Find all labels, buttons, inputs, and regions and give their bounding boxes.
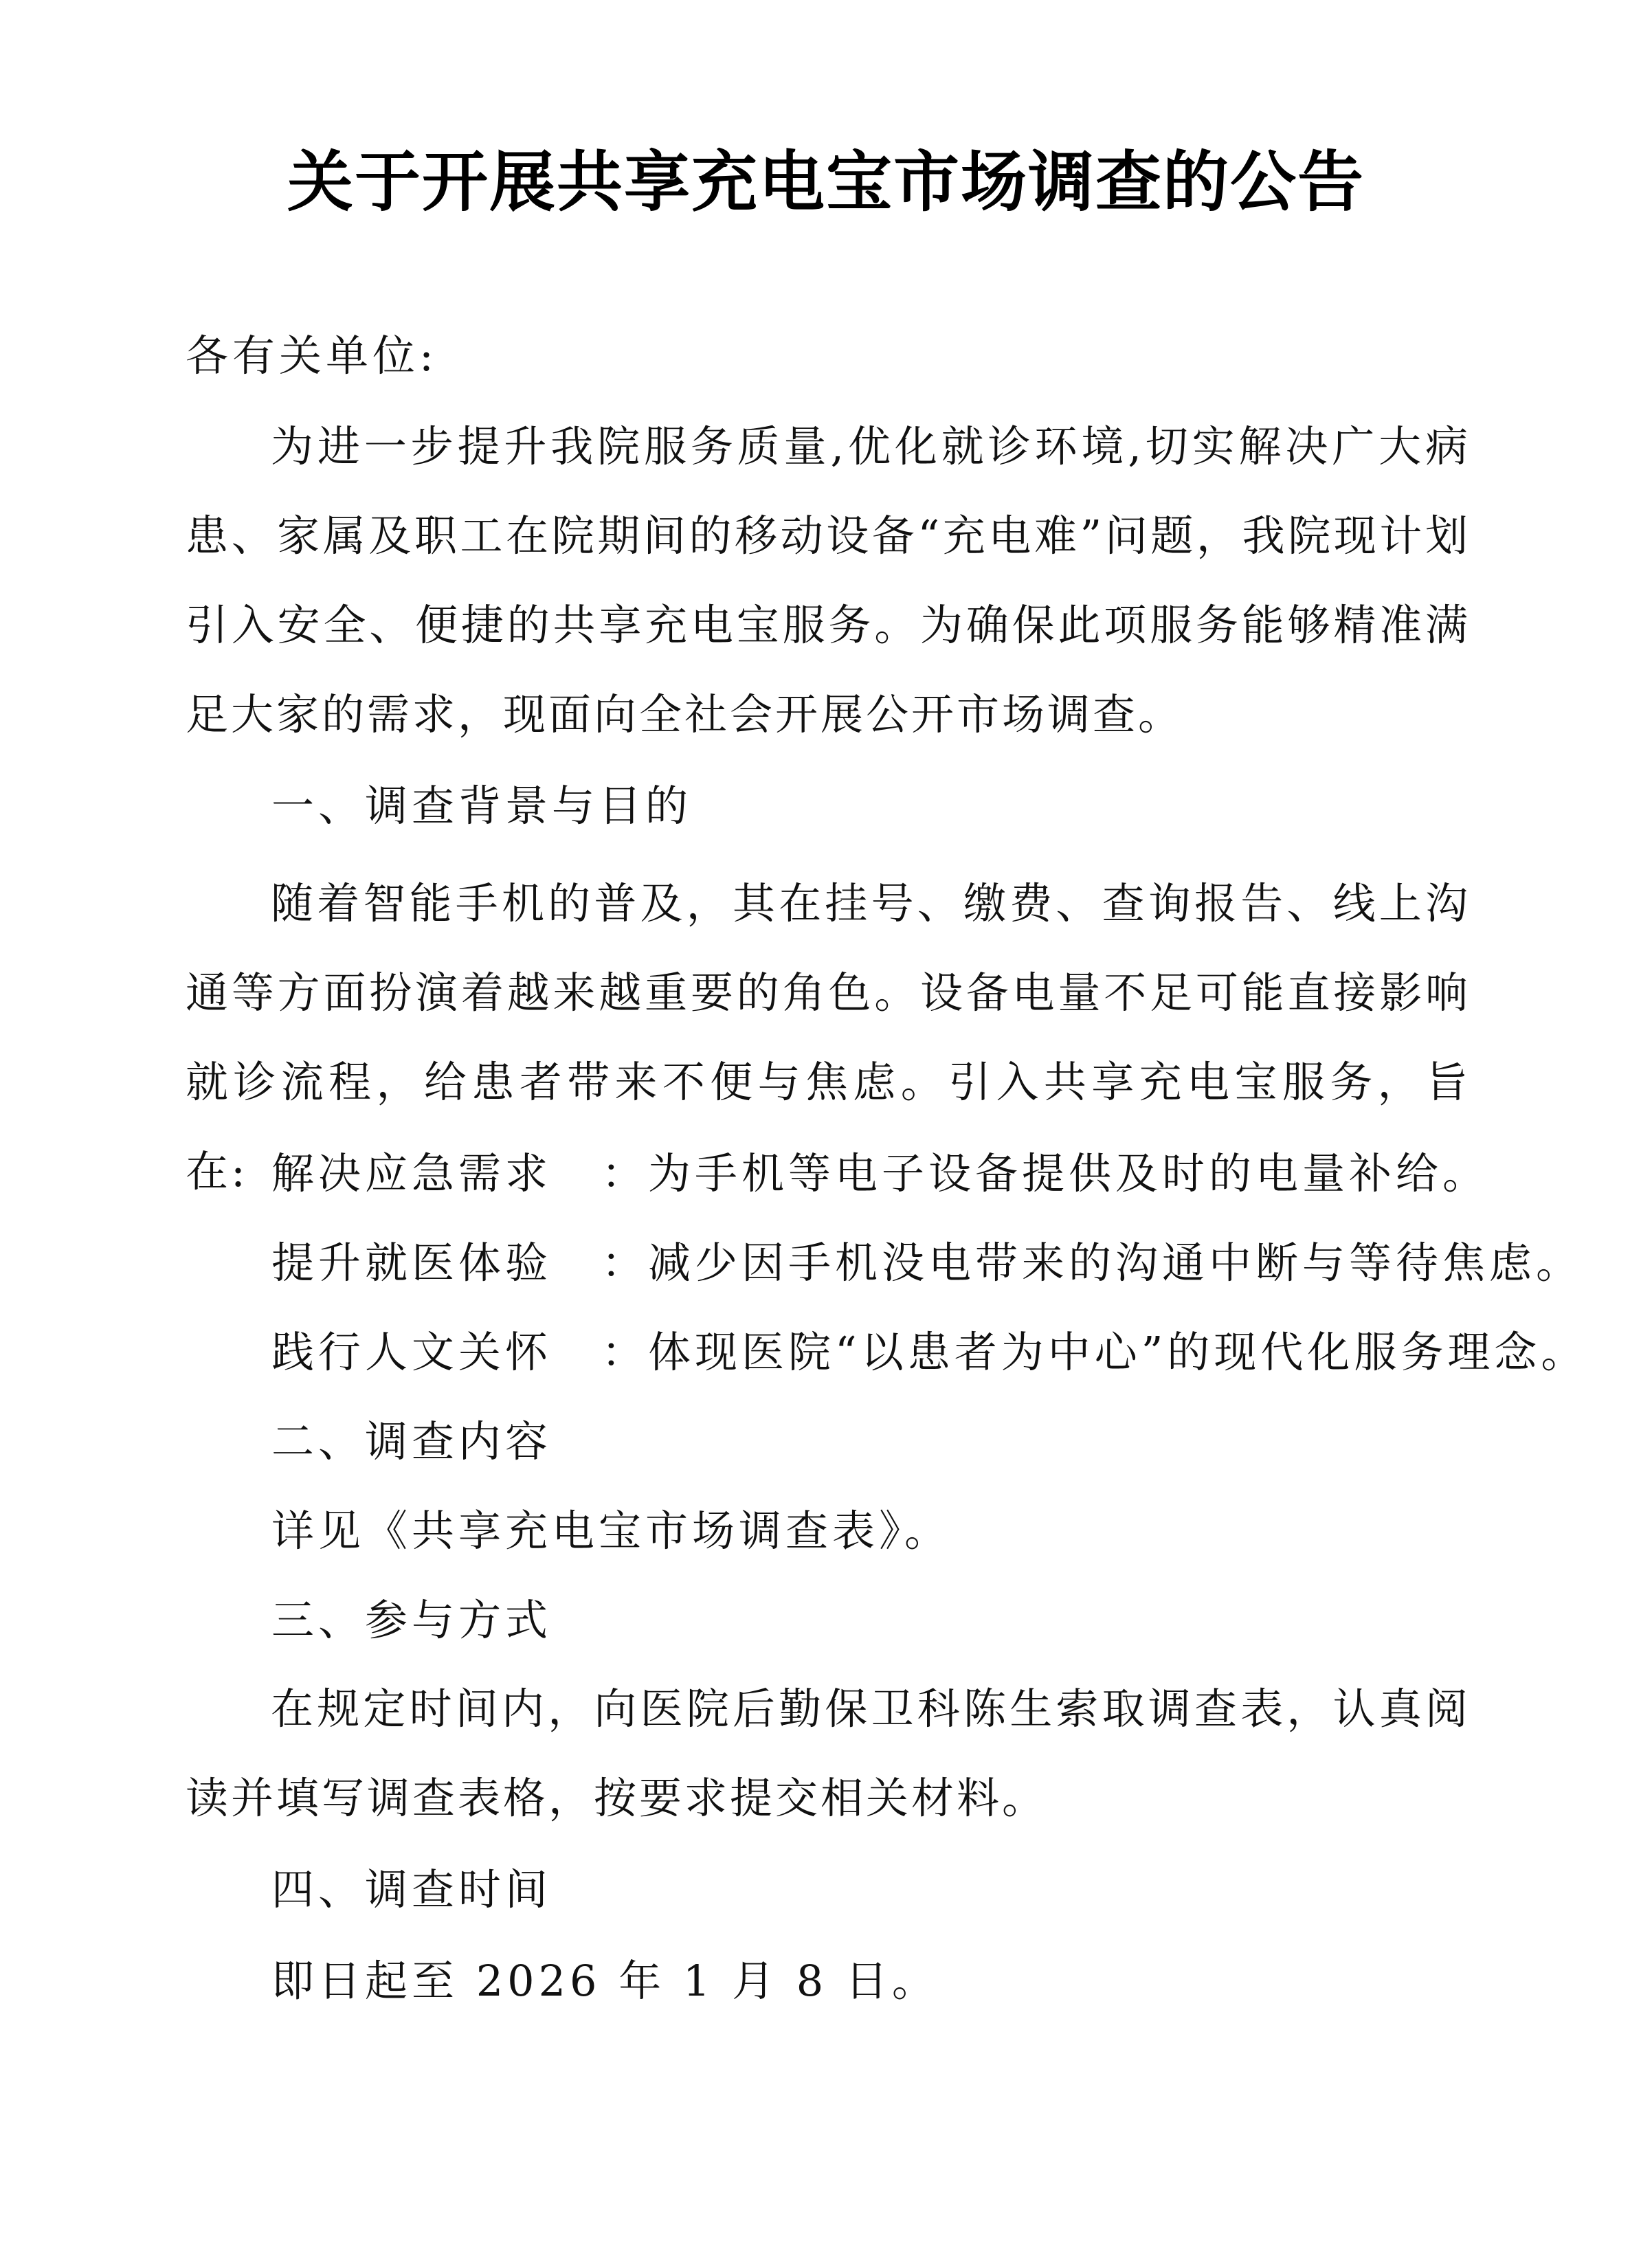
list-item-text: ：体现医院“以患者为中心”的现代化服务理念。: [601, 1327, 1588, 1377]
section-heading-background: 一、调查背景与目的: [271, 781, 693, 831]
list-item-label: 解决应急需求: [271, 1148, 552, 1198]
background-paragraph: 随着智能手机的普及，其在挂号、缴费、查询报告、线上沟通等方面扮演着越来越重要的角色。设备电量不足可能直接影响就诊流程，给患者带来不便与焦虑。引入共享充电宝服务，旨在:: [186, 878, 1471, 1196]
document-title: 关于开展共享充电宝市场调查的公告: [287, 144, 1365, 221]
content-paragraph: 详见《共享充电宝市场调查表》。: [271, 1506, 952, 1556]
list-item-label: 践行人文关怀: [271, 1327, 552, 1377]
list-item-text: ：减少因手机没电带来的沟通中断与等待焦虑。: [601, 1238, 1583, 1288]
list-item-emergency: [271, 1146, 1489, 1201]
section-heading-content: 二、调查内容: [271, 1416, 552, 1466]
list-item-text: ：为手机等电子设备提供及时的电量补给。: [601, 1148, 1490, 1198]
list-item-label: 提升就医体验: [271, 1238, 552, 1288]
intro-paragraph: 为进一步提升我院服务质量,优化就诊环境,切实解决广大病患、家属及职工在院期间的移动设备“充电难”问题，我院现计划引入安全、便捷的共享充电宝服务。为确保此项服务能够精准满足大家的需求，现面向全社会开展公开市场调查。: [186, 421, 1471, 739]
time-paragraph: 即日起至 2026 年 1 月 8 日。: [271, 1956, 939, 2006]
section-heading-participation: 三、参与方式: [271, 1595, 552, 1645]
salutation: 各有关单位:: [186, 331, 438, 381]
participation-paragraph: 在规定时间内，向医院后勤保卫科陈生索取调查表，认真阅读并填写调查表格，按要求提交相关材料。: [186, 1684, 1471, 1823]
list-item-care: [271, 1325, 1587, 1380]
list-item-experience: [271, 1236, 1583, 1291]
section-heading-time: 四、调查时间: [271, 1864, 552, 1915]
